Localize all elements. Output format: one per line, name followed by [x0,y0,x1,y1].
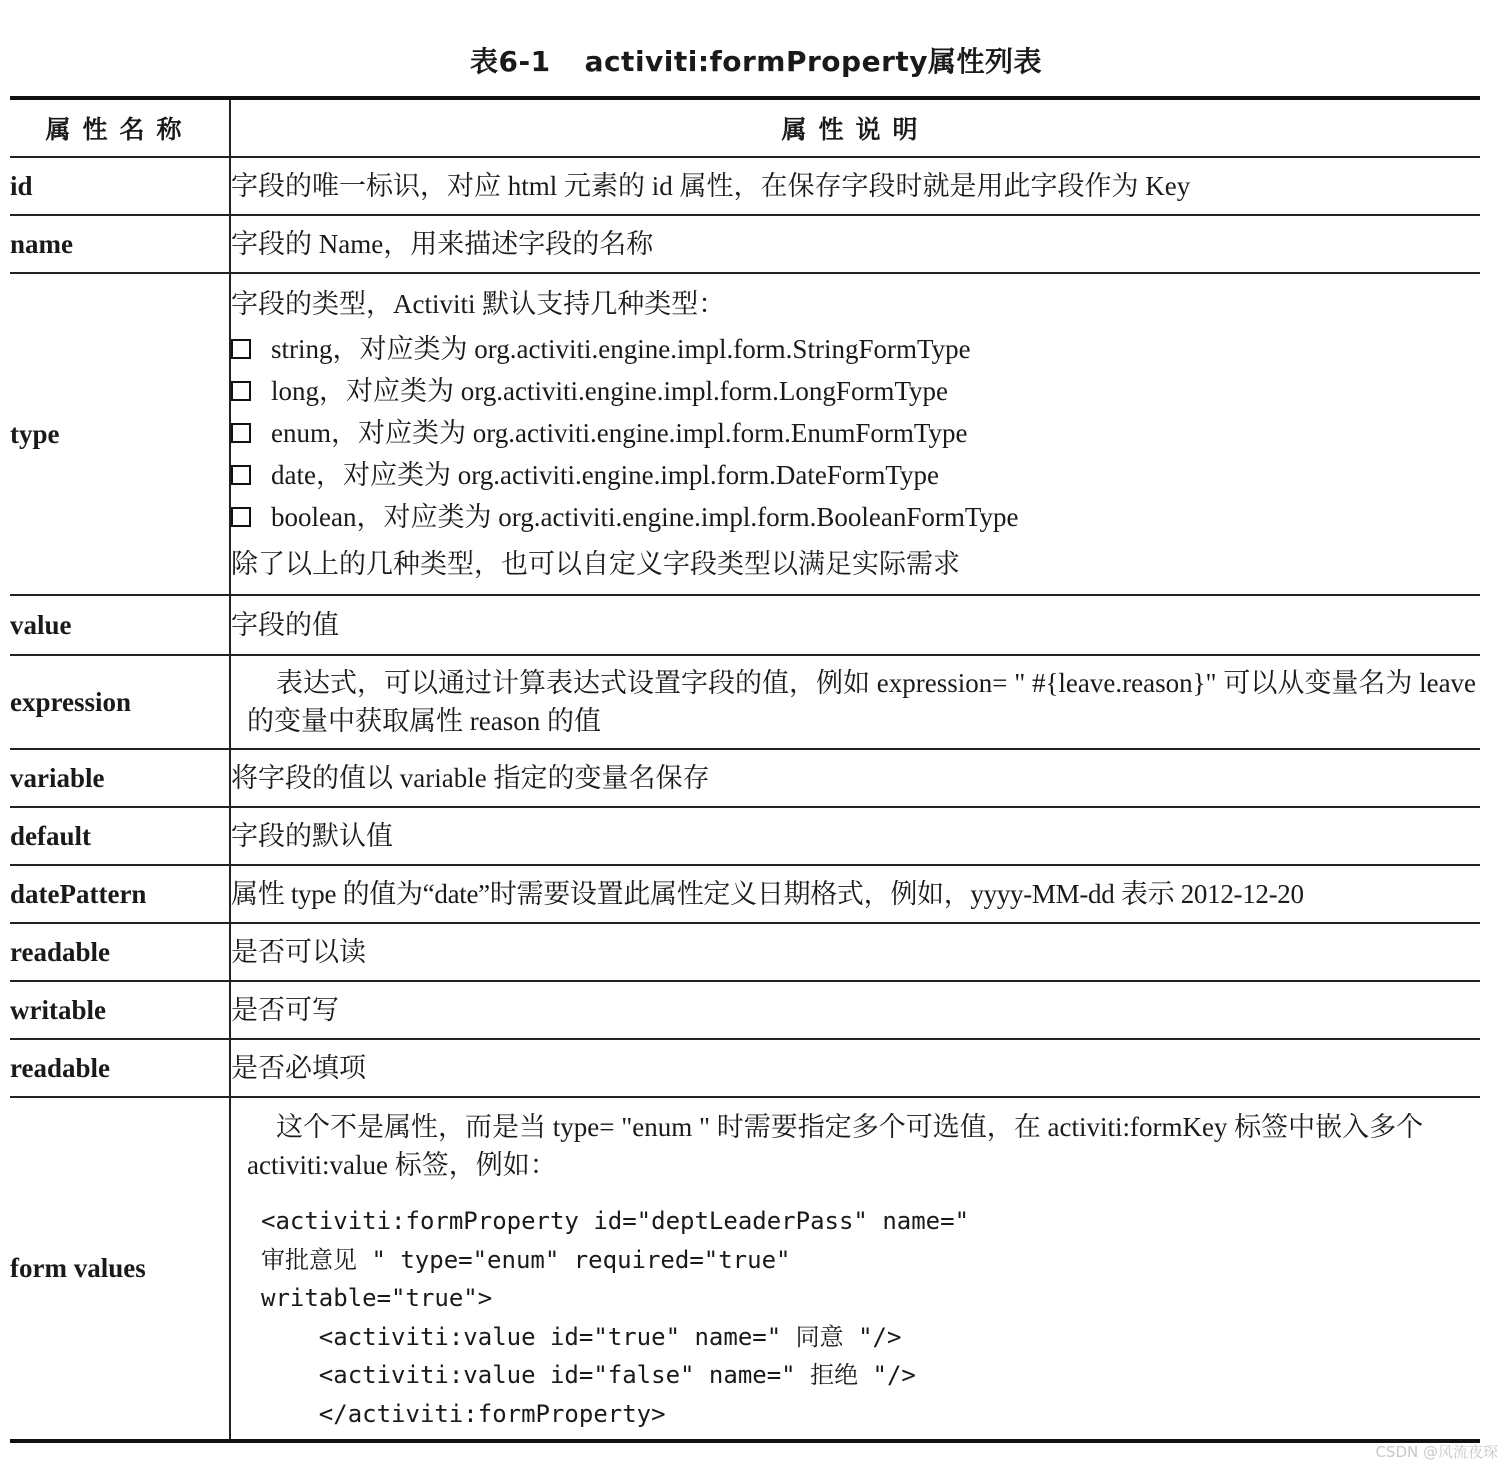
property-desc: 字段的 Name，用来描述字段的名称 [230,215,1480,273]
table-row [10,157,1480,215]
table-row [10,865,1480,923]
property-name: variable [10,749,230,807]
checkbox-bullet-icon [231,465,251,485]
property-table [10,96,1480,1443]
list-item: enum，对应类为 org.activiti.engine.impl.form.EnumFormType [231,412,1480,454]
list-item: boolean，对应类为 org.activiti.engine.impl.form.BooleanFormType [231,496,1480,538]
property-name: name [10,215,230,273]
code-line: 审批意见 " type="enum" required="true" [261,1245,791,1274]
property-name: expression [10,655,230,749]
property-desc: 是否必填项 [230,1039,1480,1097]
caption-title: activiti:formProperty属性列表 [584,45,1043,78]
table-row [10,595,1480,655]
property-desc: 是否可写 [230,981,1480,1039]
checkbox-bullet-icon [231,381,251,401]
property-name: datePattern [10,865,230,923]
table-row [10,981,1480,1039]
property-desc: 字段的值 [230,595,1480,655]
property-desc: 是否可以读 [230,923,1480,981]
list-item: long，对应类为 org.activiti.engine.impl.form.LongFormType [231,370,1480,412]
table-row [10,749,1480,807]
property-name: default [10,807,230,865]
code-line: </activiti:formProperty> [261,1399,666,1428]
checkbox-bullet-icon [231,339,251,359]
code-line: writable="true"> [261,1284,493,1312]
watermark: CSDN @风流夜琛 [1375,1443,1498,1461]
property-name: form values [10,1097,230,1441]
property-desc: 将字段的值以 variable 指定的变量名保存 [230,749,1480,807]
property-name: writable [10,981,230,1039]
checkbox-bullet-icon [231,507,251,527]
property-desc: 字段的唯一标识，对应 html 元素的 id 属性，在保存字段时就是用此字段作为 Key [230,157,1480,215]
table-header-row [10,98,1480,157]
table-row [10,1039,1480,1097]
code-line: <activiti:value id="true" name=" 同意 "/> [261,1322,902,1351]
code-sample [247,1202,1480,1433]
type-intro: 字段的类型，Activiti 默认支持几种类型： [231,289,726,319]
property-desc: 字段的默认值 [230,807,1480,865]
property-desc [230,273,1480,595]
form-values-intro: 这个不是属性，而是当 type= "enum " 时需要指定多个可选值，在 activiti:formKey 标签中嵌入多个 activiti:value 标签，例如： [247,1112,1424,1180]
property-name: value [10,595,230,655]
code-line: <activiti:formProperty id="deptLeaderPass" name=" [261,1207,970,1235]
property-name: type [10,273,230,595]
list-item: string，对应类为 org.activiti.engine.impl.form.StringFormType [231,328,1480,370]
checkbox-bullet-icon [231,423,251,443]
table-row [10,923,1480,981]
caption-number: 表6-1 [469,45,551,78]
table-row [10,273,1480,595]
table-row [10,655,1480,749]
table-row [10,1097,1480,1441]
table-caption [0,40,1512,80]
property-name: readable [10,923,230,981]
property-desc: 表达式，可以通过计算表达式设置字段的值，例如 expression= " #{leave.reason}" 可以从变量名为 leave 的变量中获取属性 reason 的值 [230,655,1480,749]
property-name: readable [10,1039,230,1097]
table-row [10,215,1480,273]
property-name: id [10,157,230,215]
property-desc [230,1097,1480,1441]
property-desc: 属性 type 的值为“date”时需要设置此属性定义日期格式，例如，yyyy-MM-dd 表示 2012-12-20 [230,865,1480,923]
code-line: <activiti:value id="false" name=" 拒绝 "/> [261,1361,916,1389]
header-property-name: 属性名称 [10,98,230,157]
list-item: date，对应类为 org.activiti.engine.impl.form.DateFormType [231,454,1480,496]
table-row [10,807,1480,865]
header-property-desc: 属性说明 [230,98,1480,157]
type-outro: 除了以上的几种类型，也可以自定义字段类型以满足实际需求 [231,549,960,579]
